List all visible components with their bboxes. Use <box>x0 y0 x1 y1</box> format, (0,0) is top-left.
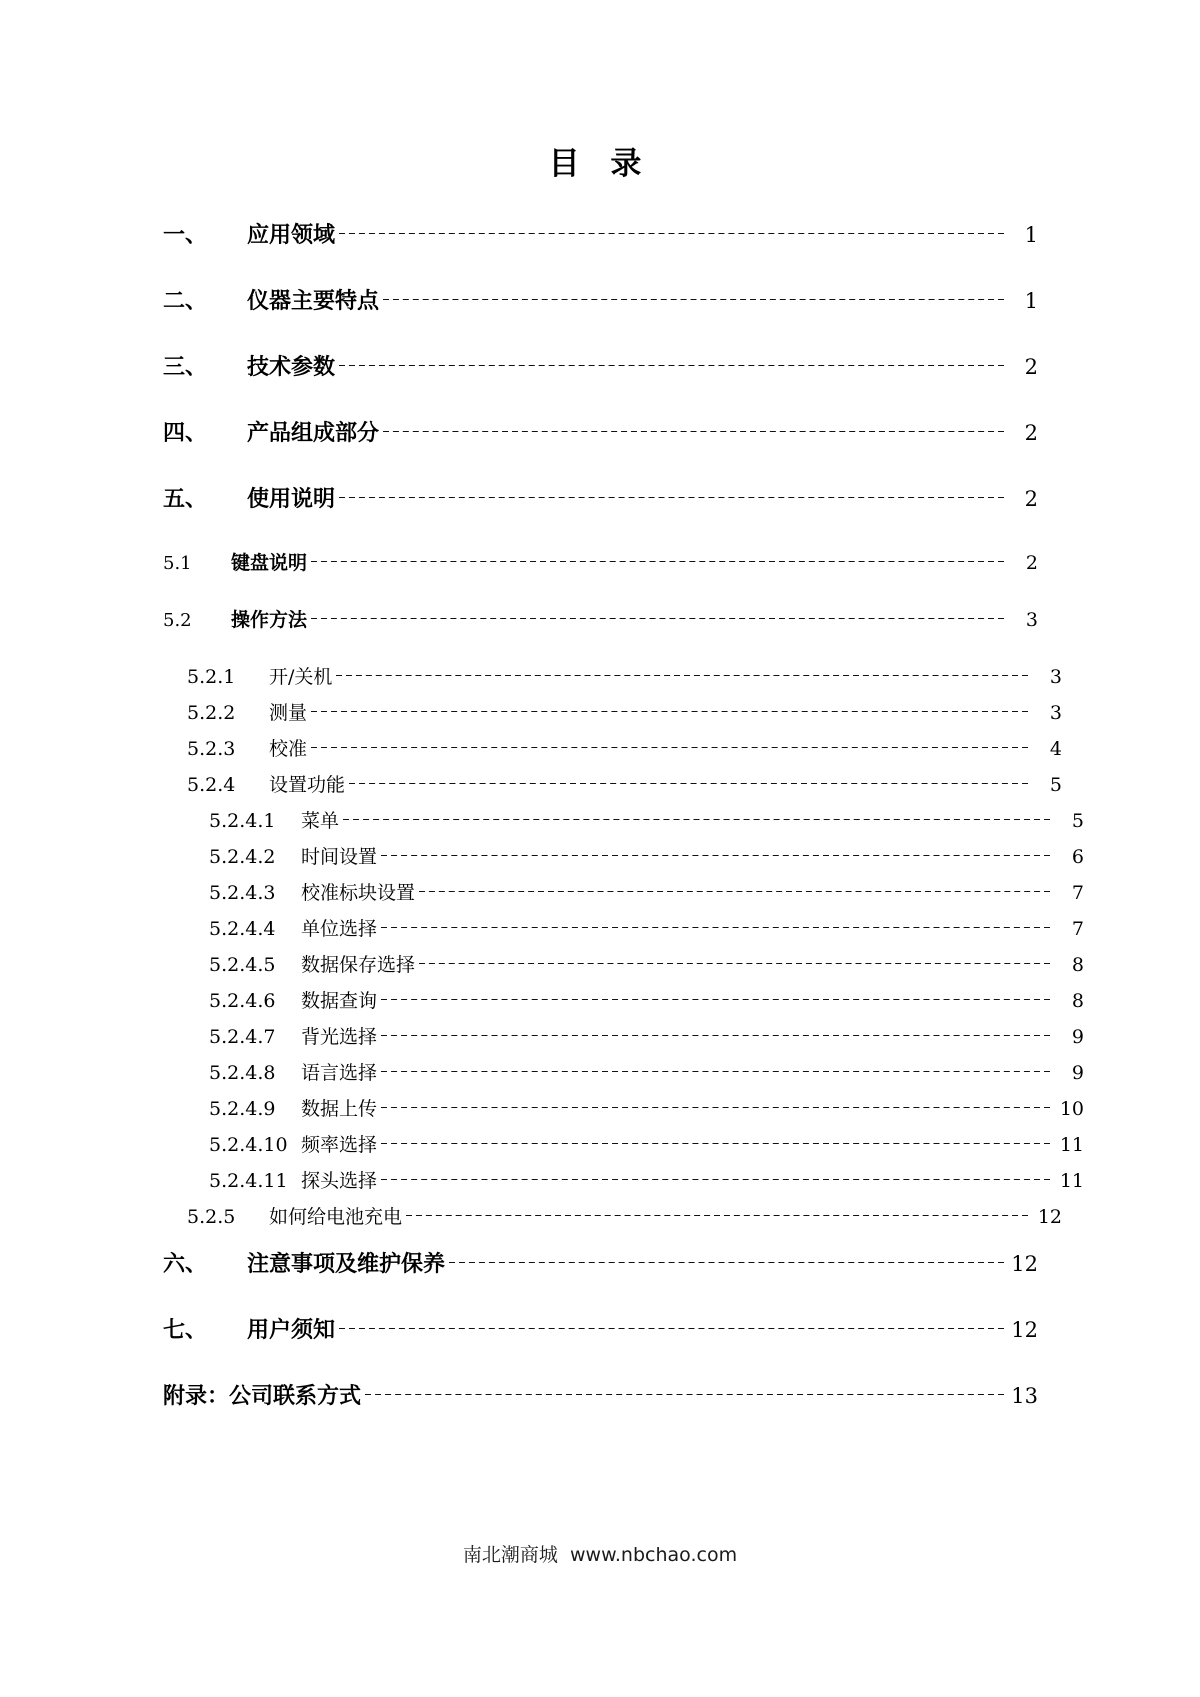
toc-entry-number: 5.2.4.8 <box>209 1062 276 1084</box>
toc-entry-page-number: 3 <box>1025 609 1038 631</box>
toc-entry-page-number: 7 <box>1071 882 1084 904</box>
toc-entry[interactable] <box>163 350 1038 381</box>
toc-entry-label: 校准标块设置 <box>301 882 416 904</box>
toc-entry-number: 5.2.4.3 <box>209 882 276 904</box>
toc-entry-number: 5.2.2 <box>187 702 236 724</box>
toc-entry-label: 探头选择 <box>301 1170 378 1192</box>
toc-entry-label: 频率选择 <box>301 1134 378 1156</box>
toc-leader-dots <box>419 963 1050 964</box>
toc-entry-label: 测量 <box>269 702 308 724</box>
toc-entry-page-number: 1 <box>1024 223 1038 247</box>
toc-entry-page-number: 12 <box>1011 1252 1038 1276</box>
toc-leader-dots <box>381 1071 1050 1072</box>
toc-entry-page-number: 2 <box>1025 552 1038 574</box>
toc-entry-label: 数据上传 <box>301 1098 378 1120</box>
toc-entry-label: 仪器主要特点 <box>247 288 380 314</box>
toc-leader-dots <box>339 233 1004 234</box>
toc-leader-dots <box>336 675 1028 676</box>
toc-entry-number: 5.2.4.1 <box>209 810 276 832</box>
toc-leader-dots <box>381 1179 1050 1180</box>
toc-entry-number: 四、 <box>163 420 208 446</box>
toc-leader-dots <box>381 1143 1050 1144</box>
toc-entry-label: 设置功能 <box>269 774 346 796</box>
toc-entry[interactable] <box>163 914 1084 941</box>
toc-leader-dots <box>311 711 1028 712</box>
toc-entry-page-number: 1 <box>1024 289 1038 313</box>
toc-entry-number: 5.1 <box>163 553 192 574</box>
toc-entry-label: 操作方法 <box>231 609 308 631</box>
toc-entry[interactable] <box>163 662 1062 689</box>
toc-entry-number: 5.2.5 <box>187 1206 236 1228</box>
toc-entry-page-number: 8 <box>1071 954 1084 976</box>
toc-leader-dots <box>381 927 1050 928</box>
toc-entry[interactable] <box>163 950 1084 977</box>
toc-entry-label: 菜单 <box>301 810 340 832</box>
toc-entry[interactable] <box>163 284 1038 315</box>
toc-entry[interactable] <box>163 842 1084 869</box>
toc-entry[interactable] <box>163 1022 1084 1049</box>
toc-entry-page-number: 5 <box>1071 810 1084 832</box>
toc-leader-dots <box>365 1394 1004 1395</box>
page-title: 目 录 <box>548 146 652 182</box>
toc-entry-page-number: 13 <box>1011 1384 1038 1408</box>
toc-entry-label: 应用领域 <box>247 222 336 248</box>
toc-entry[interactable] <box>163 1166 1084 1193</box>
toc-entry-page-number: 2 <box>1024 487 1038 511</box>
page-footer <box>0 1540 1200 1567</box>
toc-leader-dots <box>349 783 1028 784</box>
toc-entry-page-number: 10 <box>1059 1098 1084 1120</box>
toc-leader-dots <box>339 365 1004 366</box>
toc-leader-dots <box>419 891 1050 892</box>
toc-entry[interactable] <box>163 806 1084 833</box>
toc-entry[interactable] <box>163 1202 1062 1229</box>
toc-leader-dots <box>381 855 1050 856</box>
toc-entry-label: 时间设置 <box>301 846 378 868</box>
toc-entry-page-number: 2 <box>1024 421 1038 445</box>
toc-leader-dots <box>381 999 1050 1000</box>
toc-entry-label: 开/关机 <box>269 666 333 688</box>
toc-entry[interactable] <box>163 416 1038 447</box>
toc-entry[interactable] <box>163 734 1062 761</box>
toc-entry-page-number: 12 <box>1011 1318 1038 1342</box>
toc-entry-page-number: 11 <box>1059 1170 1084 1192</box>
toc-entry[interactable] <box>163 698 1062 725</box>
toc-entry-page-number: 11 <box>1059 1134 1084 1156</box>
toc-entry-number: 5.2.3 <box>187 738 236 760</box>
toc-leader-dots <box>383 431 1004 432</box>
toc-entry[interactable] <box>163 218 1038 249</box>
toc-entry[interactable] <box>163 1058 1084 1085</box>
toc-entry-number: 三、 <box>163 354 208 380</box>
toc-entry-label: 附录：公司联系方式 <box>163 1383 362 1409</box>
toc-entry-number: 5.2.4.5 <box>209 954 276 976</box>
toc-entry-page-number: 4 <box>1049 738 1062 760</box>
toc-entry-page-number: 3 <box>1049 666 1062 688</box>
toc-leader-dots <box>311 618 1004 619</box>
toc-entry-number: 5.2.1 <box>187 666 236 688</box>
toc-entry-label: 键盘说明 <box>231 552 308 574</box>
toc-leader-dots <box>311 747 1028 748</box>
toc-leader-dots <box>343 819 1050 820</box>
toc-entry-page-number: 6 <box>1071 846 1084 868</box>
toc-entry-number: 5.2.4.10 <box>209 1134 288 1156</box>
toc-entry[interactable] <box>163 1247 1038 1278</box>
toc-entry-page-number: 8 <box>1071 990 1084 1012</box>
toc-entry-label: 语言选择 <box>301 1062 378 1084</box>
toc-entry-label: 注意事项及维护保养 <box>247 1251 446 1277</box>
toc-entry-number: 5.2.4.2 <box>209 846 276 868</box>
toc-entry[interactable] <box>163 986 1084 1013</box>
toc-entry[interactable] <box>163 548 1038 575</box>
toc-entry[interactable] <box>163 1379 1038 1410</box>
toc-entry-label: 数据查询 <box>301 990 378 1012</box>
toc-entry-label: 单位选择 <box>301 918 378 940</box>
toc-entry-label: 背光选择 <box>301 1026 378 1048</box>
toc-leader-dots <box>339 1328 1004 1329</box>
toc-entry-page-number: 2 <box>1024 355 1038 379</box>
toc-entry-number: 五、 <box>163 486 208 512</box>
toc-entry-label: 使用说明 <box>247 486 336 512</box>
toc-entry-number: 六、 <box>163 1251 208 1277</box>
toc-entry[interactable] <box>163 482 1038 513</box>
toc-entry-number: 5.2.4.6 <box>209 990 276 1012</box>
toc-entry-number: 5.2 <box>163 610 192 631</box>
toc-entry-label: 如何给电池充电 <box>269 1206 403 1228</box>
toc-leader-dots <box>339 497 1004 498</box>
footer-website: www.nbchao.com <box>570 1544 738 1566</box>
toc-entry-page-number: 7 <box>1071 918 1084 940</box>
toc-entry-label: 校准 <box>269 738 308 760</box>
toc-entry-number: 5.2.4.11 <box>209 1170 288 1192</box>
toc-entry[interactable] <box>163 1130 1084 1157</box>
toc-entry-number: 七、 <box>163 1317 208 1343</box>
toc-entry[interactable] <box>163 878 1084 905</box>
toc-entry-number: 一、 <box>163 222 208 248</box>
toc-leader-dots <box>449 1262 1004 1263</box>
toc-entry-label: 产品组成部分 <box>247 420 380 446</box>
toc-entry-page-number: 9 <box>1071 1062 1084 1084</box>
toc-entry-page-number: 9 <box>1071 1026 1084 1048</box>
toc-entry-page-number: 5 <box>1049 774 1062 796</box>
toc-leader-dots <box>311 561 1004 562</box>
toc-entry-number: 5.2.4.4 <box>209 918 276 940</box>
toc-entry-page-number: 3 <box>1049 702 1062 724</box>
toc-entry-label: 数据保存选择 <box>301 954 416 976</box>
toc-entry-number: 5.2.4 <box>187 774 236 796</box>
table-of-contents <box>163 218 1084 1410</box>
toc-entry-number: 5.2.4.7 <box>209 1026 276 1048</box>
toc-entry-number: 二、 <box>163 288 208 314</box>
toc-leader-dots <box>381 1107 1050 1108</box>
toc-entry[interactable] <box>163 1094 1084 1121</box>
toc-leader-dots <box>383 299 1004 300</box>
toc-entry-label: 用户须知 <box>247 1317 336 1343</box>
toc-leader-dots <box>406 1215 1028 1216</box>
toc-entry[interactable] <box>163 1313 1038 1344</box>
toc-entry-page-number: 12 <box>1037 1206 1062 1228</box>
toc-entry-label: 技术参数 <box>247 354 336 380</box>
toc-entry[interactable] <box>163 770 1062 797</box>
toc-leader-dots <box>381 1035 1050 1036</box>
toc-entry[interactable] <box>163 605 1038 632</box>
footer-shop-name: 南北潮商城 <box>462 1544 558 1566</box>
toc-entry-number: 5.2.4.9 <box>209 1098 276 1120</box>
